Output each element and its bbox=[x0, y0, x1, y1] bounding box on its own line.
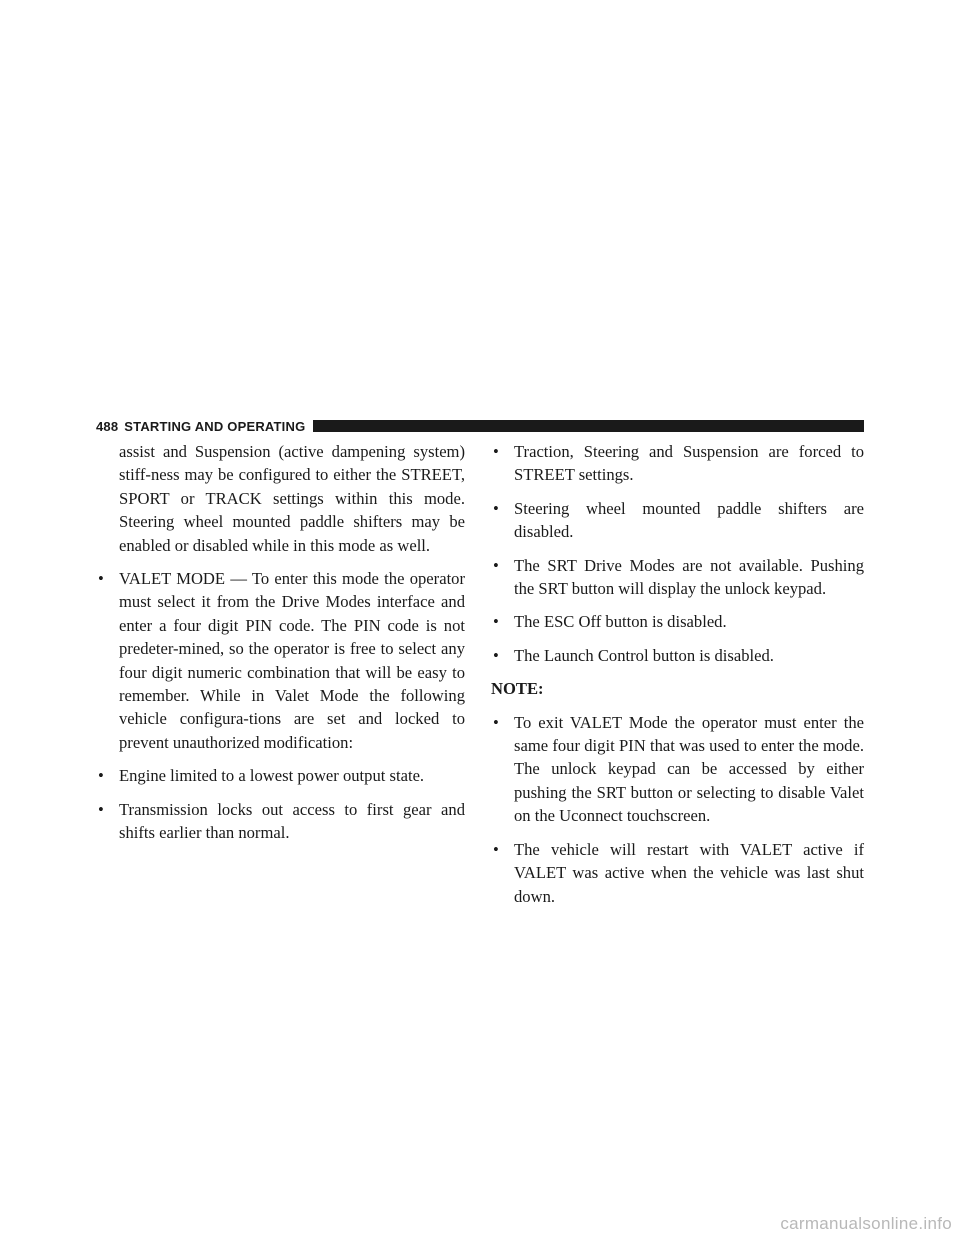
bullet-icon: • bbox=[98, 766, 104, 786]
list-item bbox=[491, 440, 864, 487]
page-header bbox=[96, 418, 864, 434]
list-item bbox=[96, 567, 465, 754]
bullet-icon: • bbox=[493, 645, 499, 665]
list-item-text: VALET MODE — To enter this mode the operator must select it from the Drive Modes interface and enter a four digit PIN code. The PIN code is not predeter-mined, so the operator is free to select any four digit numeric combination that will be easy to remember. While in Valet Mode the following vehicle configura-tions are set and locked to prevent unauthorized modification: bbox=[119, 569, 465, 752]
page-number: 488 bbox=[96, 418, 119, 434]
bullet-icon: • bbox=[493, 839, 499, 859]
list-item bbox=[491, 554, 864, 601]
list-item bbox=[491, 610, 864, 633]
continuation-paragraph: assist and Suspension (active dampening system) stiff-ness may be configured to either the STREET, SPORT or TRACK settings within this mode. Steering wheel mounted paddle shifters may be enabled or disabled while in this mode as well. bbox=[119, 442, 465, 555]
bullet-icon: • bbox=[493, 612, 499, 632]
bullet-icon: • bbox=[493, 712, 499, 732]
list-item-text: To exit VALET Mode the operator must enter the same four digit PIN that was used to enter the mode. The unlock keypad can be accessed by either pushing the SRT button or selecting to disable Valet on the Uconnect touchscreen. bbox=[514, 712, 864, 826]
note-heading: NOTE: bbox=[491, 679, 544, 699]
note-list-item bbox=[491, 838, 864, 908]
list-item-text: The ESC Off button is disabled. bbox=[514, 612, 727, 632]
list-item bbox=[491, 644, 864, 667]
list-item-text: The SRT Drive Modes are not available. Pushing the SRT button will display the unlock keypad. bbox=[514, 555, 864, 599]
note-list-item bbox=[491, 711, 864, 828]
list-item-text: Traction, Steering and Suspension are forced to STREET settings. bbox=[514, 442, 864, 485]
list-item bbox=[491, 497, 864, 544]
list-item bbox=[96, 798, 465, 845]
list-item-text: The Launch Control button is disabled. bbox=[514, 645, 774, 665]
list-item-text: The vehicle will restart with VALET active if VALET was active when the vehicle was last shut down. bbox=[514, 839, 864, 906]
bullet-icon: • bbox=[493, 498, 499, 518]
list-item bbox=[96, 764, 465, 787]
list-item-text: Engine limited to a lowest power output state. bbox=[119, 766, 425, 786]
bullet-icon: • bbox=[98, 799, 104, 819]
list-item-text: Steering wheel mounted paddle shifters are disabled. bbox=[514, 498, 864, 542]
right-column bbox=[491, 440, 864, 918]
watermark: carmanualsonline.info bbox=[780, 1214, 952, 1233]
left-column bbox=[96, 440, 465, 855]
list-item-text: Transmission locks out access to first gear and shifts earlier than normal. bbox=[119, 799, 465, 843]
bullet-icon: • bbox=[98, 569, 104, 589]
header-rule bbox=[313, 420, 864, 432]
bullet-icon: • bbox=[493, 555, 499, 575]
section-title: STARTING AND OPERATING bbox=[124, 418, 306, 434]
bullet-icon: • bbox=[493, 442, 499, 461]
